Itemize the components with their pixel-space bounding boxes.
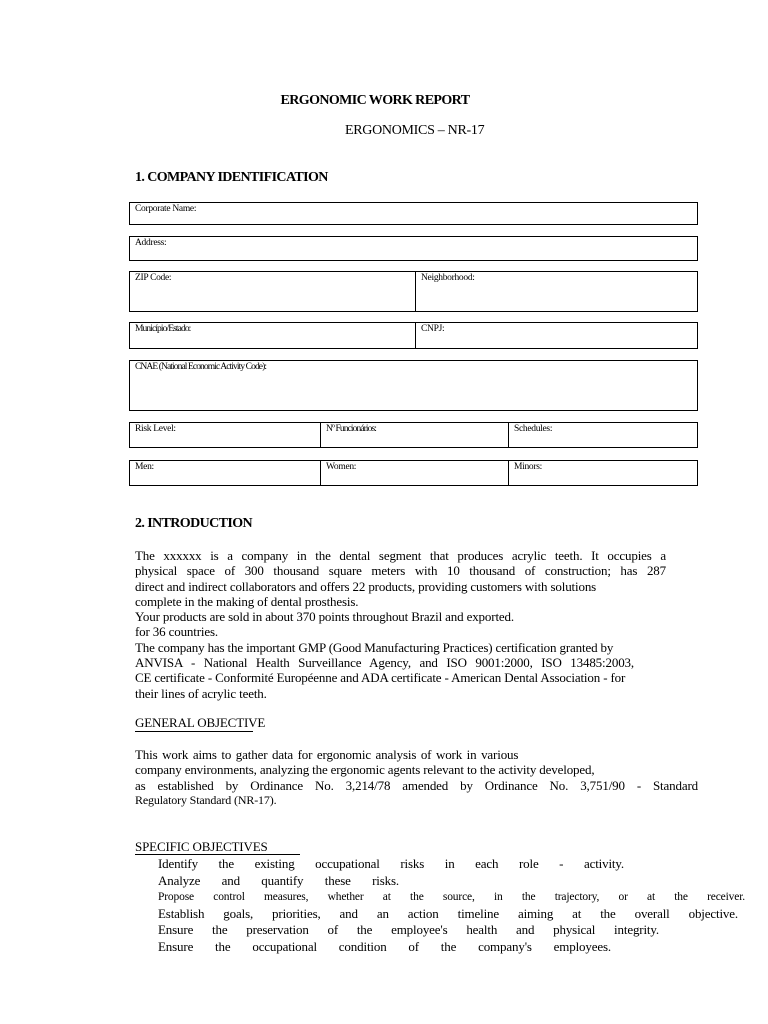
general-objective-line: Regulatory Standard (NR-17). [135, 792, 277, 807]
corporate-name-label: Corporate Name: [135, 204, 197, 214]
municipio-cnpj-row [129, 322, 698, 349]
intro-line: their lines of acrylic teeth. [135, 685, 267, 701]
risk-employees-schedules-row [129, 422, 698, 448]
men-label: Men: [135, 462, 154, 472]
intro-line: CE certificate - Conformité Européenne and ADA certificate - American Dental Association - for [135, 670, 626, 686]
intro-line: The xxxxxx is a company in the dental segment that produces acrylic teeth. It occupies a [135, 548, 666, 563]
men-field[interactable] [130, 461, 320, 485]
section-1-heading: 1. COMPANY IDENTIFICATION [135, 170, 328, 185]
report-title: ERGONOMIC WORK REPORT [280, 93, 470, 108]
women-label: Women: [326, 462, 357, 472]
cnae-field[interactable] [129, 360, 698, 411]
intro-line: Your products are sold in about 370 points throughout Brazil and exported. [135, 609, 514, 625]
address-label: Address: [135, 238, 167, 248]
specific-objectives-list [158, 856, 745, 955]
address-field[interactable] [129, 236, 698, 261]
general-objective-line: This work aims to gather data for ergonomic analysis of work in various [135, 747, 519, 762]
minors-label: Minors: [514, 462, 542, 472]
specific-objective-item: Ensure the occupational condition of the company's employees. [158, 938, 611, 954]
zip-code-field[interactable] [130, 272, 415, 311]
specific-objective-item: Establish goals, priorities, and an action timeline aiming at the overall objective. [158, 905, 738, 921]
report-subtitle: ERGONOMICS – NR-17 [345, 123, 485, 138]
neighborhood-label: Neighborhood: [421, 273, 475, 283]
general-objective-line: company environments, analyzing the ergonomic agents relevant to the activity developed, [135, 762, 595, 778]
intro-line: ANVISA - National Health Surveillance Agency, and ISO 9001:2000, ISO 13485:2003, [135, 655, 634, 671]
cnpj-field[interactable] [415, 323, 697, 348]
n-funcionarios-field[interactable] [320, 423, 508, 447]
minors-field[interactable] [508, 461, 697, 485]
specific-objective-item: Ensure the preservation of the employee's health and physical integrity. [158, 922, 659, 937]
risk-level-field[interactable] [130, 423, 320, 447]
section-2-heading: 2. INTRODUCTION [135, 516, 253, 531]
women-field[interactable] [320, 461, 508, 485]
specific-objective-item: Identify the existing occupational risks in each role - activity. [158, 856, 624, 871]
intro-line: for 36 countries. [135, 624, 219, 640]
intro-line: direct and indirect collaborators and offers 22 products, providing customers with solutions [135, 578, 597, 594]
n-funcionarios-label: Nº Funcionários: [326, 424, 377, 434]
zip-code-label: ZIP Code: [135, 273, 172, 283]
specific-objectives-underline [135, 854, 300, 855]
general-objective-paragraph [135, 747, 698, 808]
municipio-estado-field[interactable] [130, 323, 415, 348]
intro-line: The company has the important GMP (Good Manufacturing Practices) certification granted by [135, 639, 614, 655]
corporate-name-field[interactable] [129, 202, 698, 225]
municipio-estado-label: Município/Estado: [135, 324, 191, 334]
cnae-label: CNAE (National Economic Activity Code): [135, 362, 267, 372]
zip-neighborhood-row [129, 271, 698, 312]
cnpj-label: CNPJ: [421, 324, 445, 334]
general-objective-heading: GENERAL OBJECTIVE [135, 715, 266, 730]
intro-line: complete in the making of dental prosthesis. [135, 593, 359, 609]
risk-level-label: Risk Level: [135, 424, 176, 434]
men-women-minors-row [129, 460, 698, 486]
general-objective-line: as established by Ordinance No. 3,214/78 amended by Ordinance No. 3,751/90 - Standard [135, 777, 698, 793]
specific-objective-item: Propose control measures, whether at the source, in the trajectory, or at the receiver. [158, 891, 745, 903]
general-objective-underline [135, 731, 253, 732]
intro-line: physical space of 300 thousand square meters with 10 thousand of construction; has 287 [135, 563, 666, 579]
specific-objectives-heading: SPECIFIC OBJECTIVES [135, 839, 268, 854]
introduction-paragraph [135, 548, 666, 701]
schedules-field[interactable] [508, 423, 697, 447]
neighborhood-field[interactable] [415, 272, 697, 311]
schedules-label: Schedules: [514, 424, 553, 434]
specific-objective-item: Analyze and quantify these risks. [158, 872, 399, 888]
